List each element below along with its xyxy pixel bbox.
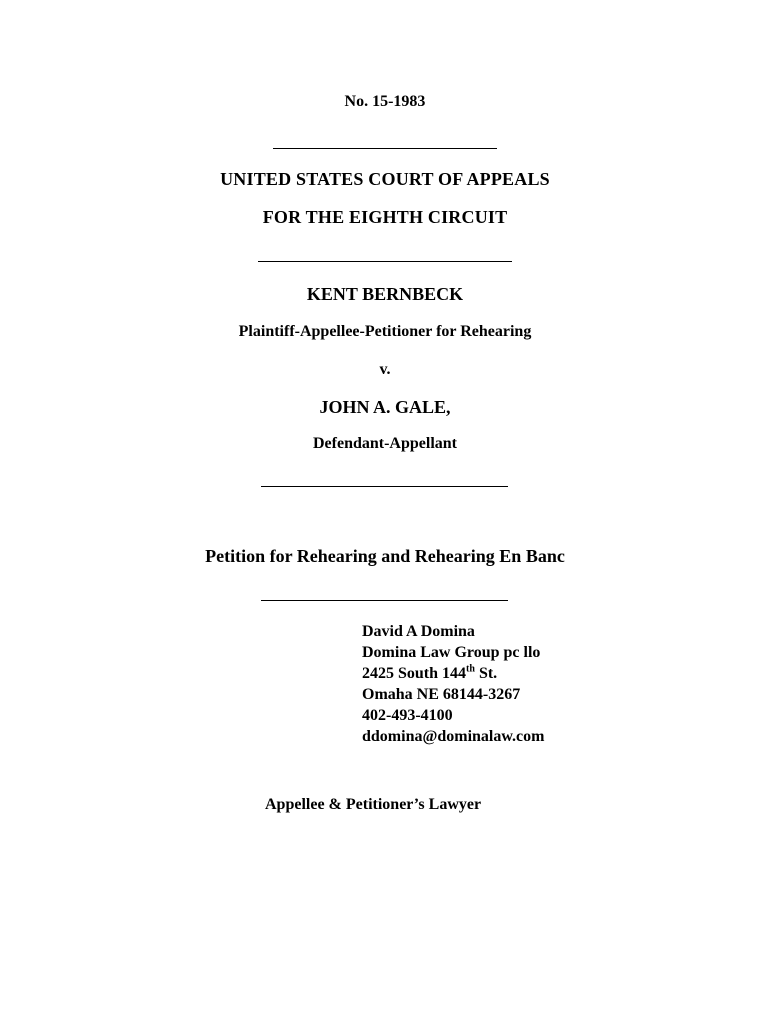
document-title: Petition for Rehearing and Rehearing En Banc: [205, 546, 565, 566]
counsel-block: [362, 621, 544, 747]
separator-rule: [261, 486, 508, 487]
separator-rule: [273, 148, 497, 149]
case-number: No. 15-1983: [344, 93, 426, 110]
counsel-phone: 402-493-4100: [362, 707, 453, 724]
counsel-firm: Domina Law Group pc llo: [362, 644, 541, 661]
closing-line: Appellee & Petitioner’s Lawyer: [265, 796, 482, 813]
versus: v.: [379, 361, 391, 378]
counsel-name: David A Domina: [362, 623, 475, 640]
plaintiff-role: Plaintiff-Appellee-Petitioner for Rehearing: [238, 323, 532, 340]
separator-rule: [261, 600, 508, 601]
counsel-city-state-zip: Omaha NE 68144-3267: [362, 686, 521, 703]
court-name-line-2: FOR THE EIGHTH CIRCUIT: [262, 207, 508, 227]
court-name-line-1: UNITED STATES COURT OF APPEALS: [220, 169, 550, 189]
defendant-role: Defendant-Appellant: [312, 435, 457, 452]
defendant-name: JOHN A. GALE,: [319, 397, 451, 417]
counsel-street: [362, 663, 544, 684]
separator-rule: [258, 261, 512, 262]
street-ordinal-suffix: th: [466, 663, 475, 675]
counsel-email: ddomina@dominalaw.com: [362, 728, 545, 745]
street-end: St.: [474, 665, 498, 682]
street-number: 2425 South 144: [362, 665, 467, 682]
plaintiff-name: KENT BERNBECK: [306, 284, 464, 304]
